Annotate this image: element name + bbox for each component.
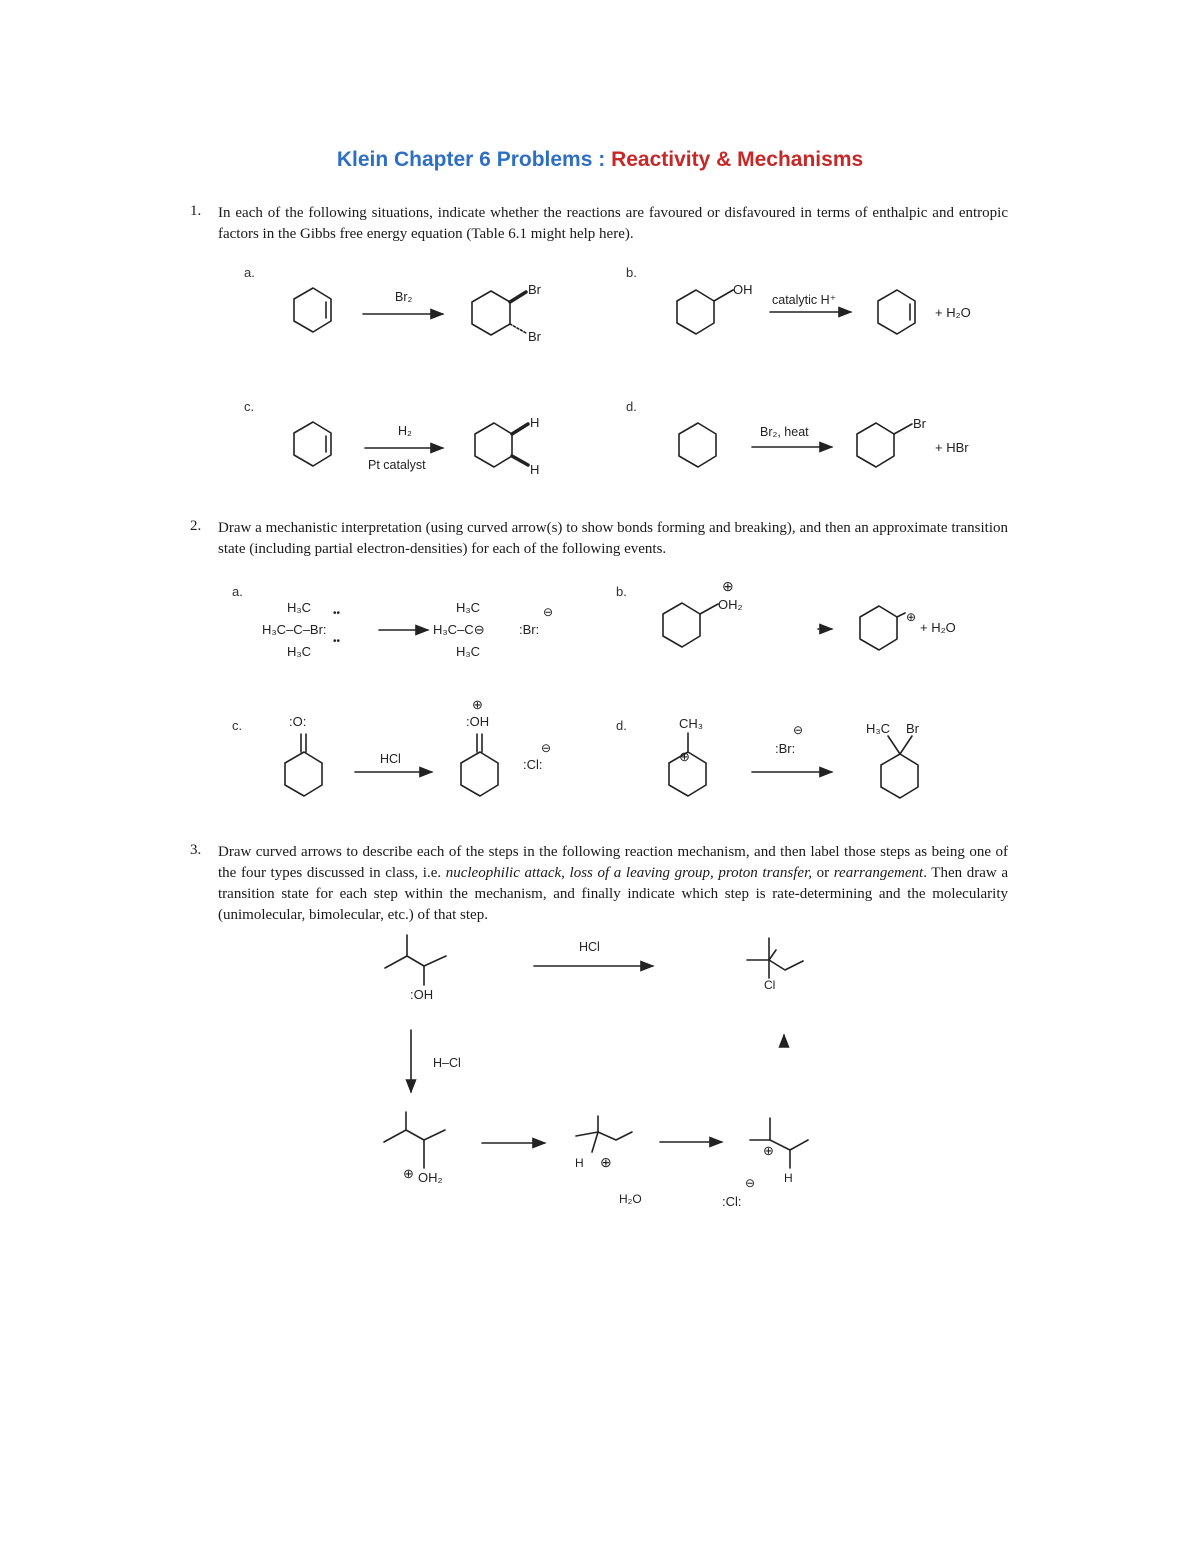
q3-chloride-charge: ⊖ bbox=[745, 1176, 756, 1190]
q2a-product-top: H₃C bbox=[456, 600, 481, 615]
q2b-cation-ring bbox=[860, 606, 905, 650]
q1-number: 1. bbox=[190, 203, 202, 219]
q1a-product-ring bbox=[472, 291, 526, 335]
q2a-product-mid: H₃C–C⊖ bbox=[433, 622, 485, 637]
q2c-reagent: HCl bbox=[380, 752, 401, 766]
q3-number: 3. bbox=[190, 842, 202, 858]
q3-step2-skeleton bbox=[576, 1116, 632, 1152]
q2b-label: b. bbox=[616, 584, 627, 599]
title-part-2: Reactivity & Mechanisms bbox=[611, 148, 864, 171]
q2d-cation-charge: ⊕ bbox=[679, 749, 690, 764]
q2-text: Draw a mechanistic interpretation (using curved arrow(s) to show bonds forming and breaking), and then an approximate transition state (including partial electron-densities) for each of the following events. bbox=[218, 520, 1008, 557]
q3-step1-sub: OH₂ bbox=[418, 1170, 443, 1185]
q1c-sub2: H bbox=[530, 462, 540, 477]
q1-text: In each of the following situations, indicate whether the reactions are favoured or disfavoured in terms of enthalpic and entropic factors in the Gibbs free energy equation (Table 6.1 might help here). bbox=[218, 205, 1008, 242]
q2d-carbocation-ring bbox=[669, 733, 706, 796]
q2d-bromide-charge: ⊖ bbox=[793, 723, 804, 737]
q3-step2-charge: ⊕ bbox=[600, 1154, 612, 1170]
q2-number: 2. bbox=[190, 518, 202, 534]
q2b-oxonium-ring bbox=[663, 603, 718, 647]
q1c-sub1: H bbox=[530, 415, 540, 430]
q1c-label: c. bbox=[244, 399, 255, 414]
q1c-reagent-bottom: Pt catalyst bbox=[368, 458, 426, 472]
q2a-reactant-bot: H₃C bbox=[287, 644, 312, 659]
q3-text-part-3: . Then draw a transition state for each step within the mechanism, and finally indicate which step is rate-determining and the molecularity (unimolecular, bimolecular, etc.) of that step. bbox=[218, 865, 1008, 923]
q1c-reagent-top: H₂ bbox=[398, 424, 412, 438]
q3-text-emphasis-2: rearrangement bbox=[833, 865, 924, 881]
q3-chloride: :Cl: bbox=[722, 1194, 742, 1209]
q2b-charge: ⊕ bbox=[722, 578, 734, 594]
q1b-cyclohexylmethanol bbox=[677, 290, 733, 334]
q2a-product-bot: H₃C bbox=[456, 644, 481, 659]
q2b-substituent: OH₂ bbox=[718, 597, 743, 612]
q1a-sub1: Br bbox=[528, 282, 541, 297]
q3-text-part-2: or bbox=[812, 865, 834, 881]
q1b-product-extra: + H₂O bbox=[935, 305, 971, 320]
q2a-lone-pair-bottom: •• bbox=[333, 636, 341, 647]
q1d-cyclohexane bbox=[679, 423, 716, 467]
q3-step1-charge: ⊕ bbox=[403, 1166, 414, 1181]
q3-step3-h: H bbox=[784, 1171, 793, 1185]
q2a-reactant-mid: H₃C–C–Br: bbox=[262, 622, 327, 637]
q1b-product-ring bbox=[878, 290, 915, 334]
q1d-substituent: Br bbox=[913, 416, 926, 431]
q3-start-skeleton bbox=[385, 935, 446, 985]
q1a-label: a. bbox=[244, 265, 255, 280]
q2d-product-ring bbox=[881, 736, 918, 798]
q3-product-sub: Cl bbox=[764, 978, 776, 992]
q2c-cyclohexanone bbox=[285, 734, 322, 796]
q1d-label: d. bbox=[626, 399, 637, 414]
q3-start-sub: :OH bbox=[410, 987, 434, 1002]
q2d-reactant-sub: CH₃ bbox=[679, 716, 704, 731]
q1b-reagent: catalytic H⁺ bbox=[772, 293, 837, 307]
q2d-product-sub1: H₃C bbox=[866, 721, 891, 736]
q1c-cyclohexene bbox=[294, 422, 331, 466]
q2d-bromide: :Br: bbox=[775, 741, 796, 756]
q1b-label: b. bbox=[626, 265, 637, 280]
q2b-cation-charge: ⊕ bbox=[906, 610, 917, 624]
q3-text-emphasis-1: nucleophilic attack, loss of a leaving group, proton transfer, bbox=[445, 865, 812, 881]
q1a-sub2: Br bbox=[528, 329, 541, 344]
q2c-chloride: :Cl: bbox=[523, 757, 543, 772]
q3-product-skeleton bbox=[747, 938, 803, 978]
title-part-1: Klein Chapter 6 Problems : bbox=[336, 148, 612, 171]
q1d-product-extra: + HBr bbox=[935, 440, 969, 455]
q1a-cyclohexene bbox=[294, 288, 331, 332]
q2c-product-sub: :OH bbox=[466, 714, 490, 729]
q2a-lone-pair-top: •• bbox=[333, 608, 341, 619]
q3-step3-charge: ⊕ bbox=[763, 1143, 774, 1158]
q1d-product-ring bbox=[857, 423, 912, 467]
q2a-label: a. bbox=[232, 584, 243, 599]
q1b-substituent: OH bbox=[733, 282, 753, 297]
q1d-reagent: Br₂, heat bbox=[760, 425, 809, 439]
q3-water: H₂O bbox=[619, 1192, 642, 1206]
q2c-charge: ⊕ bbox=[472, 697, 483, 712]
q2a-reactant-top: H₃C bbox=[287, 600, 312, 615]
q2a-bromide: :Br: bbox=[519, 622, 540, 637]
q2c-label: c. bbox=[232, 718, 243, 733]
q3-reagent-top: HCl bbox=[579, 940, 600, 954]
q3-step2-h: H bbox=[575, 1156, 584, 1170]
q1c-product-ring bbox=[475, 423, 528, 467]
q2c-protonated-ketone bbox=[461, 734, 498, 796]
q3-step3-skeleton bbox=[750, 1118, 808, 1168]
q2d-product-sub2: Br bbox=[906, 721, 919, 736]
q3-down-reagent: H–Cl bbox=[433, 1056, 461, 1070]
q2c-chloride-charge: ⊖ bbox=[541, 741, 552, 755]
q3-text-part-1: Draw curved arrows to describe each of the steps in the following reaction mechanism, and then label those steps as being one of the four types discussed in class, i.e. bbox=[218, 844, 1008, 881]
q2b-product-extra: + H₂O bbox=[920, 620, 956, 635]
q2d-label: d. bbox=[616, 718, 627, 733]
q3-step1-skeleton bbox=[384, 1112, 445, 1168]
q1a-reagent: Br₂ bbox=[395, 290, 413, 304]
q2a-bromide-charge: ⊖ bbox=[543, 605, 554, 619]
q2c-reactant-sub: :O: bbox=[289, 714, 307, 729]
